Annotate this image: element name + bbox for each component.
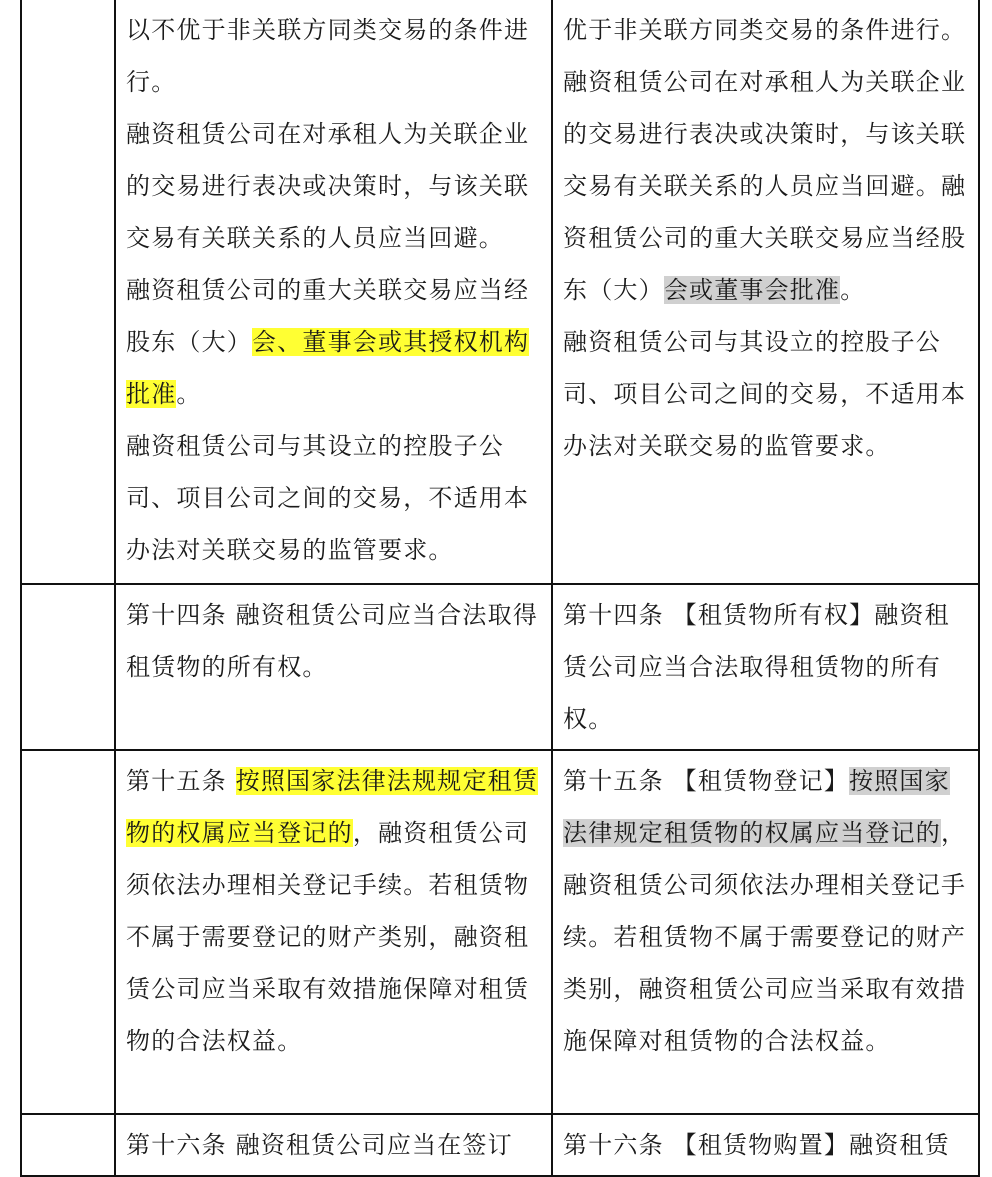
empty-cell <box>21 1114 115 1176</box>
text-segment: 。 <box>176 380 202 408</box>
paragraph: 融资租赁公司在对承租人为关联企业的交易进行表决或决策时，与该关联交易有关联关系的人员应当回避。 <box>563 68 967 200</box>
old-text-cell <box>115 750 552 1114</box>
text-segment: 融资租赁公司的重大关联交易应当经股东（大） <box>563 172 967 304</box>
empty-cell <box>21 0 115 584</box>
text-segment: 第十五条 【租赁物登记】 <box>563 767 850 795</box>
paragraph: 融资租赁公司在对承租人为关联企业的交易进行表决或决策时，与该关联交易有关联关系的人员应当回避。 <box>126 120 530 252</box>
highlighted-text: 会、董事会或其授权机构批准 <box>126 328 530 408</box>
highlighted-text: 按照国家法律规定租赁物的权属应当登记的 <box>563 767 950 847</box>
old-text-cell <box>115 584 552 750</box>
paragraph: 第十六条 【租赁物购置】融资租赁 <box>563 1131 950 1159</box>
new-text-cell <box>552 750 979 1114</box>
text-segment: ，融资租赁公司须依法办理相关登记手续。若租赁物不属于需要登记的财产类别，融资租赁公司应当采取有效措施保障对租赁物的合法权益。 <box>126 819 530 1055</box>
text-segment: ，融资租赁公司须依法办理相关登记手续。若租赁物不属于需要登记的财产类别，融资租赁公司应当采取有效措施保障对租赁物的合法权益。 <box>563 819 967 1055</box>
comparison-table <box>20 0 980 1177</box>
paragraph: 优于非关联方同类交易的条件进行。 <box>563 16 967 44</box>
paragraph: 第十六条 融资租赁公司应当在签订 <box>126 1131 513 1159</box>
old-text-cell <box>115 1114 552 1176</box>
table-row <box>21 750 979 1114</box>
paragraph <box>126 755 543 1067</box>
paragraph: 融资租赁公司与其设立的控股子公司、项目公司之间的交易，不适用本办法对关联交易的监管要求。 <box>126 432 530 564</box>
paragraph: 第十四条 融资租赁公司应当合法取得租赁物的所有权。 <box>126 601 539 681</box>
empty-cell <box>21 750 115 1114</box>
text-segment: 。 <box>840 276 866 304</box>
empty-cell <box>21 584 115 750</box>
text-segment: 融资租赁公司的重大关联交易应当经股东（大） <box>126 276 530 356</box>
old-text-cell <box>115 0 552 584</box>
new-text-cell <box>552 584 979 750</box>
table-row <box>21 0 979 584</box>
new-text-cell <box>552 1114 979 1176</box>
paragraph <box>126 264 543 420</box>
table-row <box>21 1114 979 1176</box>
paragraph: 以不优于非关联方同类交易的条件进行。 <box>126 16 530 96</box>
new-text-cell <box>552 0 979 584</box>
text-segment: 第十五条 <box>126 767 236 795</box>
table-row <box>21 584 979 750</box>
paragraph: 融资租赁公司与其设立的控股子公司、项目公司之间的交易，不适用本办法对关联交易的监管要求。 <box>563 328 967 460</box>
paragraph <box>563 755 970 1067</box>
highlighted-text: 会或董事会批准 <box>663 276 841 304</box>
comparison-table-wrapper <box>20 0 980 1177</box>
paragraph: 第十四条 【租赁物所有权】融资租赁公司应当合法取得租赁物的所有权。 <box>563 601 950 733</box>
highlighted-text: 按照国家法律法规规定租赁物的权属应当登记的 <box>126 767 539 847</box>
